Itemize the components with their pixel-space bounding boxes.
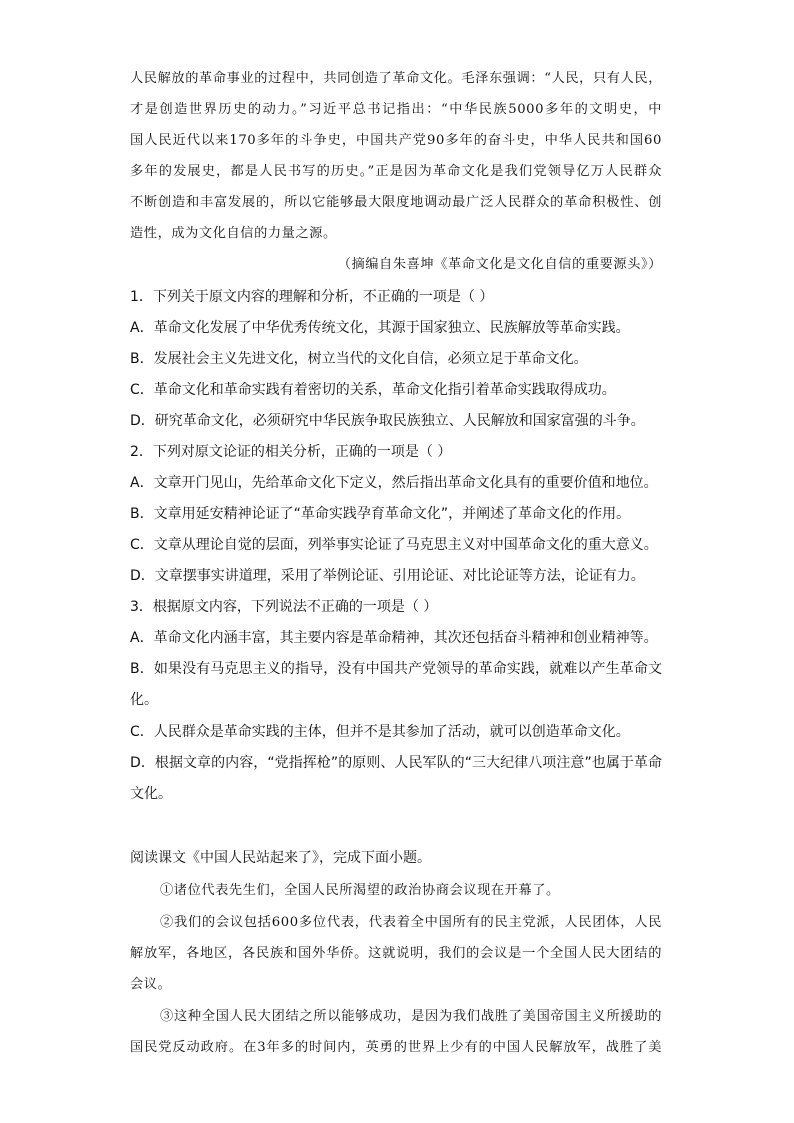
passage1-line-3: 国人民近代以来170多年的斗争史，中国共产党90多年的奋斗史，中华人民共和国60	[130, 133, 662, 148]
q3-stem: 3．根据原文内容，下列说法不正确的一项是（ ）	[130, 599, 438, 615]
section2-paragraph-1: ①诸位代表先生们，全国人民所渴望的政治协商会议现在开幕了。	[160, 883, 560, 898]
q2-stem: 2．下列对原文论证的相关分析，正确的一项是（ ）	[130, 444, 452, 460]
passage1-line-4: 多年的发展史，都是人民书写的历史。”正是因为革命文化是我们党领导亿万人民群众	[130, 164, 662, 179]
q2-option-a: A．文章开门见山，先给革命文化下定义，然后指出革命文化具有的重要价值和地位。	[130, 475, 658, 491]
passage1-line-1: 人民解放的革命事业的过程中，共同创造了革命文化。毛泽东强调：“人民，只有人民，	[130, 71, 662, 86]
q3-option-d-line-2: 文化。	[130, 786, 172, 802]
q1-option-c: C．革命文化和革命实践有着密切的关系，革命文化指引着革命实践取得成功。	[130, 382, 616, 398]
q3-option-d-line-1: D．根据文章的内容，“党指挥枪”的原则、人民军队的“三大纪律八项注意”也属于革命	[130, 755, 662, 771]
passage1-source: （摘编自朱喜坤《革命文化是文化自信的重要源头》）	[337, 257, 662, 272]
q2-option-b: B．文章用延安精神论证了“革命实践孕育革命文化”，并阐述了革命文化的作用。	[130, 506, 631, 522]
section2-intro: 阅读课文《中国人民站起来了》，完成下面小题。	[130, 850, 431, 866]
q1-option-b: B．发展社会主义先进文化，树立当代的文化自信，必须立足于革命文化。	[130, 351, 588, 367]
section2-paragraph-2-line-3: 会议。	[130, 977, 172, 992]
q2-option-d: D．文章摆事实讲道理，采用了举例论证、引用论证、对比论证等方法，论证有力。	[130, 568, 645, 584]
passage1-line-6: 造性，成为文化自信的力量之源。	[130, 226, 337, 241]
q1-option-d: D．研究革命文化，必须研究中华民族争取民族独立、人民解放和国家富强的斗争。	[130, 413, 645, 429]
q2-option-c: C．文章从理论自觉的层面，列举事实论证了马克思主义对中国革命文化的重大意义。	[130, 537, 658, 553]
section2-paragraph-2-line-2: 解放军，各地区，各民族和国外华侨。这就说明，我们的会议是一个全国人民大团结的	[130, 946, 662, 961]
q3-option-b-line-1: B．如果没有马克思主义的指导，没有中国共产党领导的革命实践，就难以产生革命文	[130, 661, 662, 677]
q1-option-a: A．革命文化发展了中华优秀传统文化，其源于国家独立、民族解放等革命实践。	[130, 320, 630, 336]
section2-paragraph-3-line-2: 国民党反动政府。在3年多的时间内，英勇的世界上少有的中国人民解放军，战胜了美	[130, 1040, 662, 1055]
q3-option-c: C．人民群众是革命实践的主体，但并不是其参加了活动，就可以创造革命文化。	[130, 724, 630, 740]
section2-paragraph-3-line-1: ③这种全国人民大团结之所以能够成功，是因为我们战胜了美国帝国主义所援助的	[160, 1009, 662, 1024]
section2-paragraph-2-line-1: ②我们的会议包括600多位代表，代表着全中国所有的民主党派，人民团体，人民	[160, 915, 662, 930]
q3-option-b-line-2: 化。	[130, 692, 158, 708]
q3-option-a: A．革命文化内涵丰富，其主要内容是革命精神，其次还包括奋斗精神和创业精神等。	[130, 630, 658, 646]
passage1-line-5: 不断创造和丰富发展的，所以它能够最大限度地调动最广泛人民群众的革命积极性、创	[130, 195, 662, 210]
q1-stem: 1．下列关于原文内容的理解和分析，不正确的一项是（ ）	[130, 289, 494, 305]
passage1-line-2: 才是创造世界历史的动力。”习近平总书记指出：“中华民族5000多年的文明史，中	[130, 102, 662, 117]
